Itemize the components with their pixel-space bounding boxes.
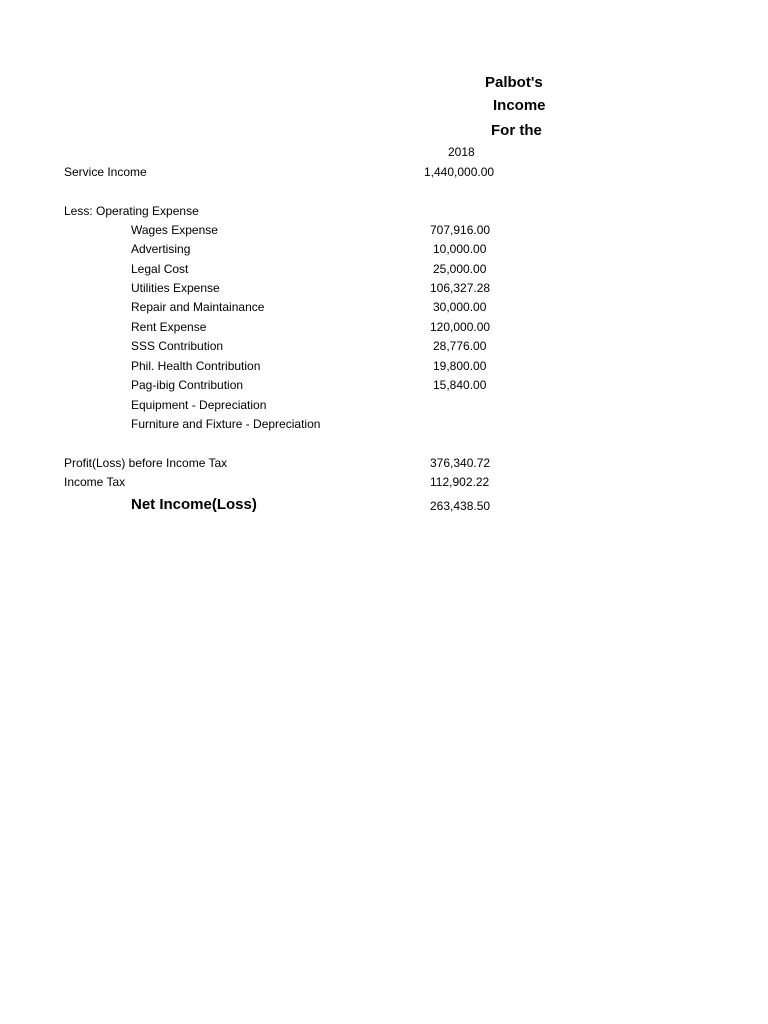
expense-item-value: 15,840.00 <box>433 378 487 392</box>
expense-item-value: 25,000.00 <box>433 262 487 276</box>
expense-item-label: Wages Expense <box>131 223 218 237</box>
net-income-value: 263,438.50 <box>430 499 491 513</box>
expense-item-label: SSS Contribution <box>131 339 224 353</box>
expense-item-label: Utilities Expense <box>131 281 220 295</box>
service-income-value: 1,440,000.00 <box>424 165 495 179</box>
title-line-company: Palbot's <box>485 74 543 91</box>
expense-item-value: 120,000.00 <box>430 320 491 334</box>
expense-item-label: Repair and Maintainance <box>131 300 265 314</box>
profit-before-tax-value: 376,340.72 <box>430 456 491 470</box>
title-line-period: For the <box>491 122 542 139</box>
expense-item-label: Rent Expense <box>131 320 207 334</box>
expense-item-label: Advertising <box>131 242 191 256</box>
expense-item-value: 19,800.00 <box>433 359 487 373</box>
expense-item-label: Legal Cost <box>131 262 189 276</box>
expense-item-value: 30,000.00 <box>433 300 487 314</box>
expense-item-value: 28,776.00 <box>433 339 487 353</box>
operating-expense-label: Less: Operating Expense <box>64 204 199 218</box>
expense-item-label: Furniture and Fixture - Depreciation <box>131 417 321 431</box>
service-income-label: Service Income <box>64 165 147 179</box>
profit-before-tax-label: Profit(Loss) before Income Tax <box>64 456 228 470</box>
expense-item-value: 106,327.28 <box>430 281 491 295</box>
expense-item-value: 10,000.00 <box>433 242 487 256</box>
expense-item-label: Phil. Health Contribution <box>131 359 261 373</box>
expense-item-value: 707,916.00 <box>430 223 491 237</box>
expense-item-label: Pag-ibig Contribution <box>131 378 244 392</box>
year-header: 2018 <box>448 145 475 159</box>
income-tax-label: Income Tax <box>64 475 126 489</box>
net-income-label: Net Income(Loss) <box>131 496 257 513</box>
title-line-statement: Income <box>493 97 546 114</box>
expense-item-label: Equipment - Depreciation <box>131 398 267 412</box>
income-tax-value: 112,902.22 <box>430 475 490 489</box>
